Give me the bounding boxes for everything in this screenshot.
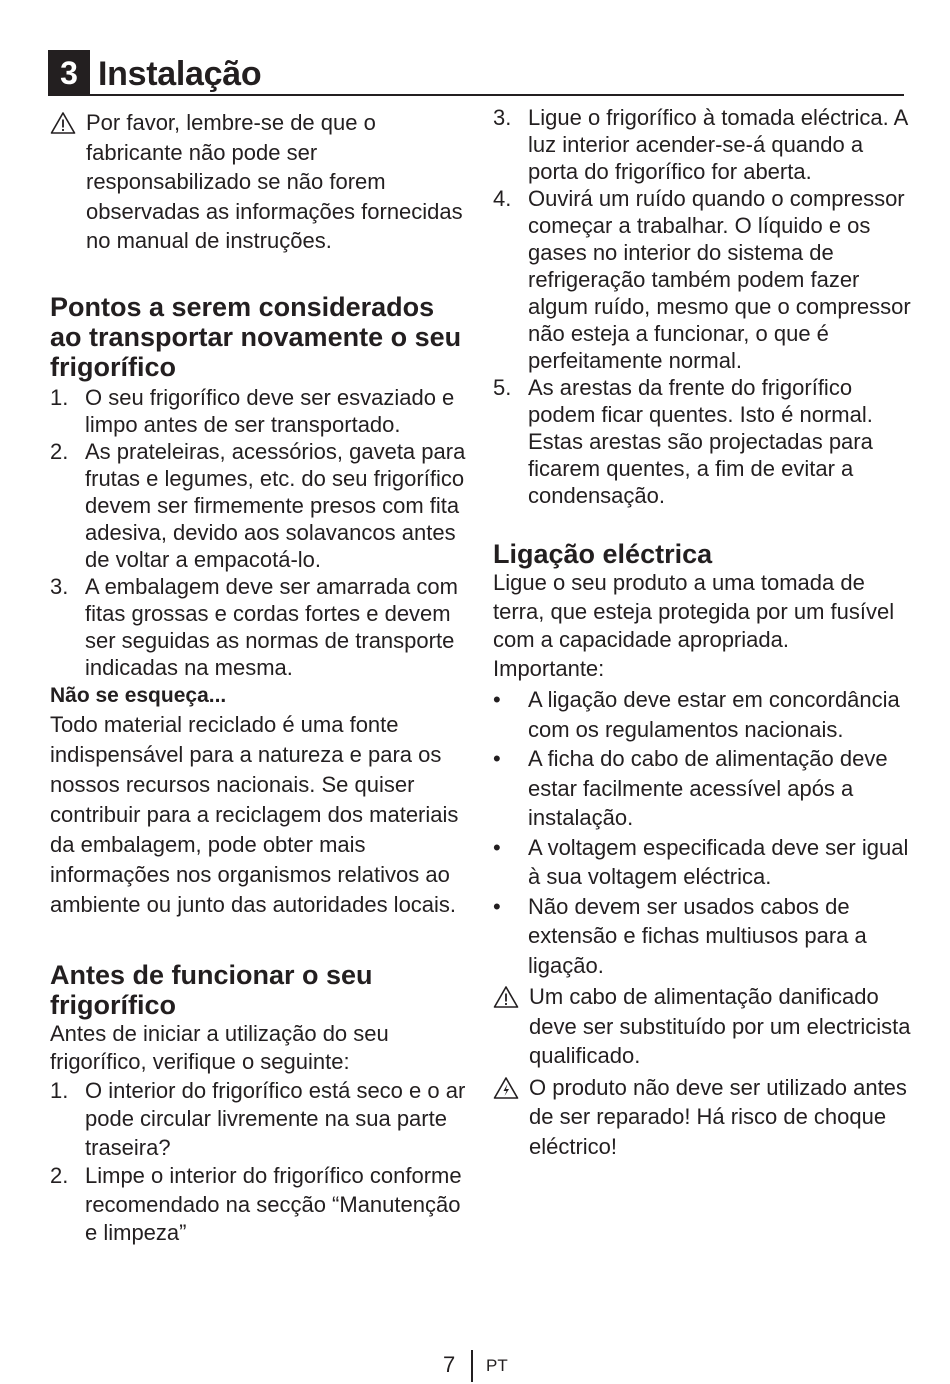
list-text: As prateleiras, acessórios, gaveta para frutas e legumes, etc. do seu frigorífico devem ser firmemente presos com fita adesiva, devido aos solavancos antes de voltar a empacotá-lo. (85, 438, 466, 572)
page-number: 7 (443, 1352, 456, 1377)
bullet-item: • A voltagem especificada deve ser igual à sua voltagem eléctrica. (493, 833, 913, 892)
electrical-heading: Ligação eléctrica (493, 539, 713, 569)
list-item (50, 1077, 470, 1163)
list-item (50, 1162, 470, 1248)
list-item (50, 438, 470, 573)
list-number: 5. (493, 375, 512, 400)
electrical-important: Importante: (493, 655, 605, 681)
list-number: 3. (493, 105, 512, 130)
chapter-title: Instalação (98, 55, 262, 93)
list-text: Limpe o interior do frigorífico conforme recomendado na secção “Manutenção e limpeza” (85, 1163, 462, 1246)
list-text: Ouvirá um ruído quando o compressor começar a trabalhar. O líquido e os gases no interior do sistema de refrigeração também podem fazer algum ruído, mesmo que o compressor não esteja a funcionar, o que é perfeitamente normal. (528, 186, 911, 373)
cable-warning-text: Um cabo de alimentação danificado deve ser substituído por um electricista qualificado. (529, 984, 911, 1069)
list-number: 4. (493, 186, 512, 211)
right-column (493, 104, 913, 1162)
warning-icon (50, 111, 76, 135)
electrical-bullets (493, 685, 913, 980)
list-number: 1. (50, 1077, 69, 1103)
shock-warning (493, 1073, 913, 1162)
list-item (493, 104, 913, 185)
before-operating-list (50, 1077, 470, 1248)
footer-divider (471, 1350, 473, 1382)
list-text: Ligue o frigorífico à tomada eléctrica. A luz interior acender-se-á quando a porta do frigorífico for aberta. (528, 105, 908, 184)
electrical-intro: Ligue o seu produto a uma tomada de terra, que esteja protegida por um fusível com a capacidade apropriada. (493, 570, 895, 652)
intro-warning-text: Por favor, lembre-se de que o fabricante não pode ser responsabilizado se não forem observadas as informações fornecidas no manual de instruções. (86, 110, 463, 254)
list-item (493, 185, 913, 374)
startup-list (493, 104, 913, 509)
list-item (50, 384, 470, 438)
bullet-item: • A ficha do cabo de alimentação deve estar facilmente acessível após a instalação. (493, 744, 913, 833)
list-text: As arestas da frente do frigorífico podem ficar quentes. Isto é normal. Estas arestas são projectadas para ficarem quentes, a fim de evitar a condensação. (528, 375, 873, 508)
list-item (50, 573, 470, 681)
list-number: 2. (50, 1163, 69, 1189)
list-number: 2. (50, 438, 69, 464)
transport-heading: Pontos a serem considerados ao transportar novamente o seu frigorífico (50, 291, 462, 382)
chapter-number: 3 (48, 50, 90, 94)
list-text: O seu frigorífico deve ser esvaziado e limpo antes de ser transportado. (85, 384, 455, 437)
list-number: 3. (50, 573, 69, 599)
transport-list (50, 384, 470, 681)
list-number: 1. (50, 384, 69, 410)
reminder-title: Não se esqueça... (50, 683, 227, 707)
bullet-item: • A ligação deve estar em concordância com os regulamentos nacionais. (493, 685, 913, 744)
reminder-text: Todo material reciclado é uma fonte indispensável para a natureza e para os nossos recursos nacionais. Se quiser contribuir para a reciclagem dos materiais da embalagem, pode obter mais informações nos organismos relativos ao ambiente ou junto das autoridades locais. (50, 711, 459, 917)
chapter-header (48, 50, 904, 96)
list-text: O interior do frigorífico está seco e o ar pode circular livremente na sua parte traseira? (85, 1077, 466, 1160)
left-column (50, 108, 470, 1248)
before-operating-heading: Antes de funcionar o seu frigorífico (50, 959, 373, 1020)
shock-warning-text: O produto não deve ser utilizado antes de ser reparado! Há risco de choque eléctrico! (529, 1074, 907, 1159)
before-operating-intro: Antes de iniciar a utilização do seu frigorífico, verifique o seguinte: (50, 1020, 389, 1075)
warning-icon (493, 985, 519, 1009)
list-item (493, 374, 913, 509)
bullet-item: • Não devem ser usados cabos de extensão e fichas multiusos para a ligação. (493, 892, 913, 981)
electric-warning-icon (493, 1076, 519, 1100)
page-footer (0, 1350, 950, 1384)
cable-warning (493, 982, 913, 1071)
intro-warning (50, 108, 470, 256)
list-text: A embalagem deve ser amarrada com fitas grossas e cordas fortes e devem ser seguidas as normas de transporte indicadas na mesma. (85, 573, 458, 680)
language-code: PT (486, 1356, 508, 1375)
